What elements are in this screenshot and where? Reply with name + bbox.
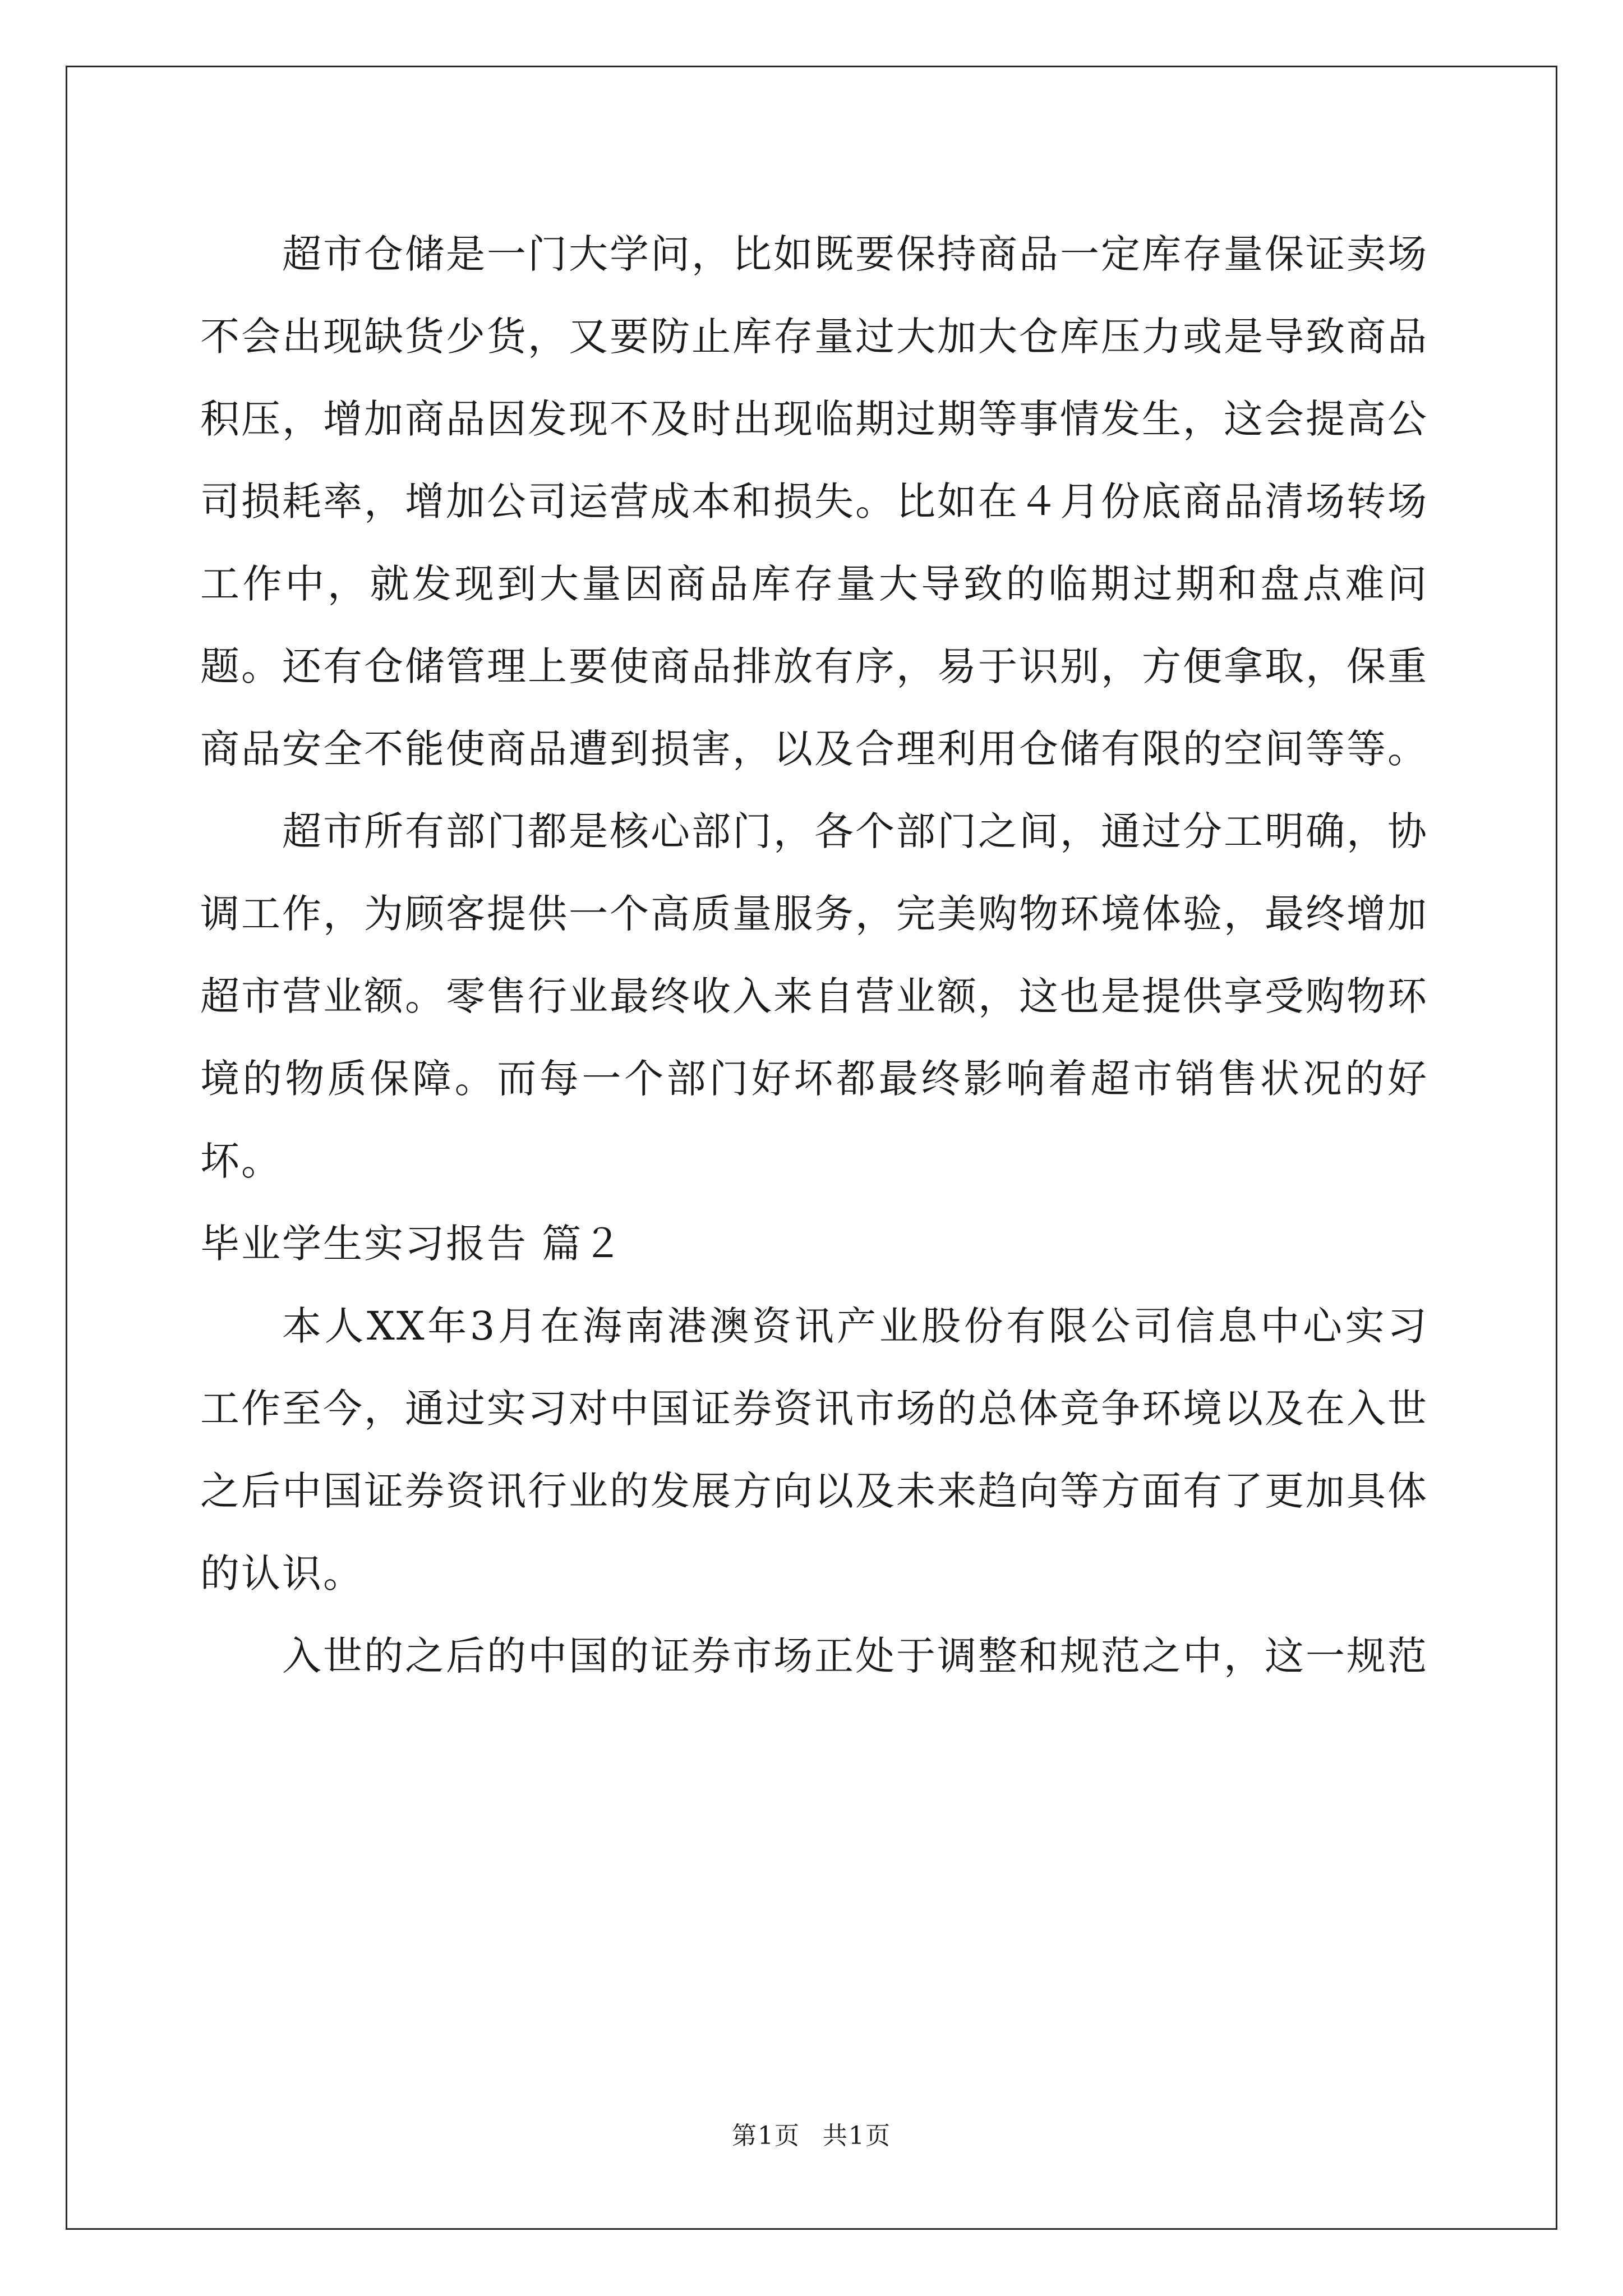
page-footer xyxy=(0,2119,1623,2153)
paragraph-warehousing: 超市仓储是一门大学问，比如既要保持商品一定库存量保证卖场不会出现缺货少货，又要防止库存量过大加大仓库压力或是导致商品积压，增加商品因发现不及时出现临期过期等事情发生，这会提高公司损耗率，增加公司运营成本和损失。比如在４月份底商品清场转场工作中，就发现到大量因商品库存量大导致的临期过期和盘点难问题。还有仓储管理上要使商品排放有序，易于识别，方便拿取，保重商品安全不能使商品遭到损害，以及合理利用仓储有限的空间等等。 xyxy=(200,231,1428,772)
page-number-current: 第1页 xyxy=(732,2122,800,2150)
section-heading: 毕业学生实习报告 篇２ xyxy=(200,1221,624,1267)
paragraph-internship: 本人XX年3月在海南港澳资讯产业股份有限公司信息中心实习工作至今，通过实习对中国证券资讯市场的总体竞争环境以及在入世之后中国证券资讯行业的发展方向以及未来趋向等方面有了更加具体的认识。 xyxy=(200,1303,1428,1596)
page-number-total: 共1页 xyxy=(823,2122,891,2150)
paragraph-departments: 超市所有部门都是核心部门，各个部门之间，通过分工明确，协调工作，为顾客提供一个高质量服务，完美购物环境体验，最终增加超市营业额。零售行业最终收入来自营业额，这也是提供享受购物环境的物质保障。而每一个部门好坏都最终影响着超市销售状况的好坏。 xyxy=(200,808,1428,1184)
paragraph-securities-market: 入世的之后的中国的证券市场正处于调整和规范之中，这一规范 xyxy=(282,1633,1428,1679)
document-body xyxy=(200,213,1428,1697)
